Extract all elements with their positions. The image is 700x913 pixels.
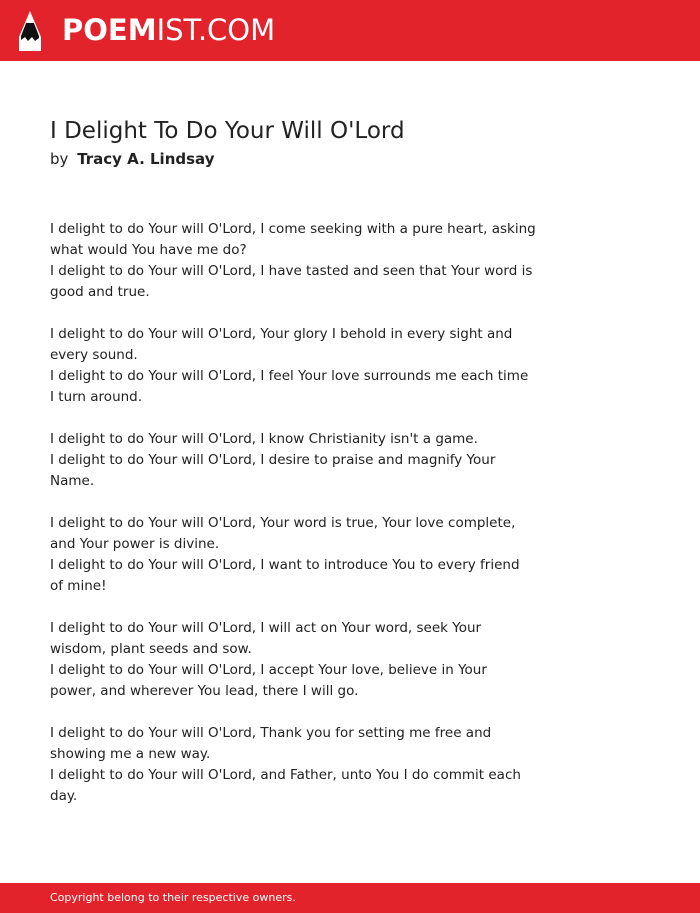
poem-line: I delight to do Your will O'Lord, I want to introduce You to every friend xyxy=(50,557,520,573)
stanza xyxy=(50,429,570,492)
poem-line: I turn around. xyxy=(50,389,143,405)
poem-line: I delight to do Your will O'Lord, Your word is true, Your love complete, xyxy=(50,515,516,531)
poem-line: wisdom, plant seeds and sow. xyxy=(50,641,252,657)
logo-light-text: IST.COM xyxy=(156,13,276,47)
stanza xyxy=(50,723,570,807)
stanza xyxy=(50,618,570,702)
poem-line: I delight to do Your will O'Lord, Your glory I behold in every sight and xyxy=(50,326,513,342)
poem-line: every sound. xyxy=(50,347,138,363)
poem-line: Name. xyxy=(50,473,95,489)
poem-line: of mine! xyxy=(50,578,107,594)
copyright-notice: Copyright belong to their respective owners. xyxy=(50,891,296,904)
poem-line: I delight to do Your will O'Lord, and Father, unto You I do commit each xyxy=(50,767,521,783)
poem-line: what would You have me do? xyxy=(50,242,247,258)
poem-title: I Delight To Do Your Will O'Lord xyxy=(50,118,405,144)
logo-bold-text: POEM xyxy=(62,13,157,47)
poem-body xyxy=(50,219,570,828)
by-label: by xyxy=(50,150,69,168)
byline xyxy=(50,148,214,170)
poem-line: I delight to do Your will O'Lord, I desire to praise and magnify Your xyxy=(50,452,496,468)
author-name[interactable]: Tracy A. Lindsay xyxy=(77,150,215,168)
stanza xyxy=(50,513,570,597)
site-logo[interactable] xyxy=(62,13,275,47)
pencil-tip-icon[interactable] xyxy=(18,10,42,52)
stanza xyxy=(50,219,570,303)
poem-line: I delight to do Your will O'Lord, I will act on Your word, seek Your xyxy=(50,620,482,636)
poem-line: I delight to do Your will O'Lord, I come seeking with a pure heart, asking xyxy=(50,221,536,237)
poem-line: I delight to do Your will O'Lord, I know Christianity isn't a game. xyxy=(50,431,478,447)
poem-line: I delight to do Your will O'Lord, Thank you for setting me free and xyxy=(50,725,492,741)
poem-line: I delight to do Your will O'Lord, I have tasted and seen that Your word is xyxy=(50,263,533,279)
poem-line: day. xyxy=(50,788,78,804)
site-header xyxy=(0,0,700,61)
poem-line: showing me a new way. xyxy=(50,746,211,762)
poem-line: and Your power is divine. xyxy=(50,536,220,552)
poem-line: power, and wherever You lead, there I will go. xyxy=(50,683,359,699)
poem-line: I delight to do Your will O'Lord, I feel Your love surrounds me each time xyxy=(50,368,529,384)
poem-line: good and true. xyxy=(50,284,150,300)
poem-line: I delight to do Your will O'Lord, I accept Your love, believe in Your xyxy=(50,662,487,678)
stanza xyxy=(50,324,570,408)
site-footer xyxy=(0,883,700,913)
